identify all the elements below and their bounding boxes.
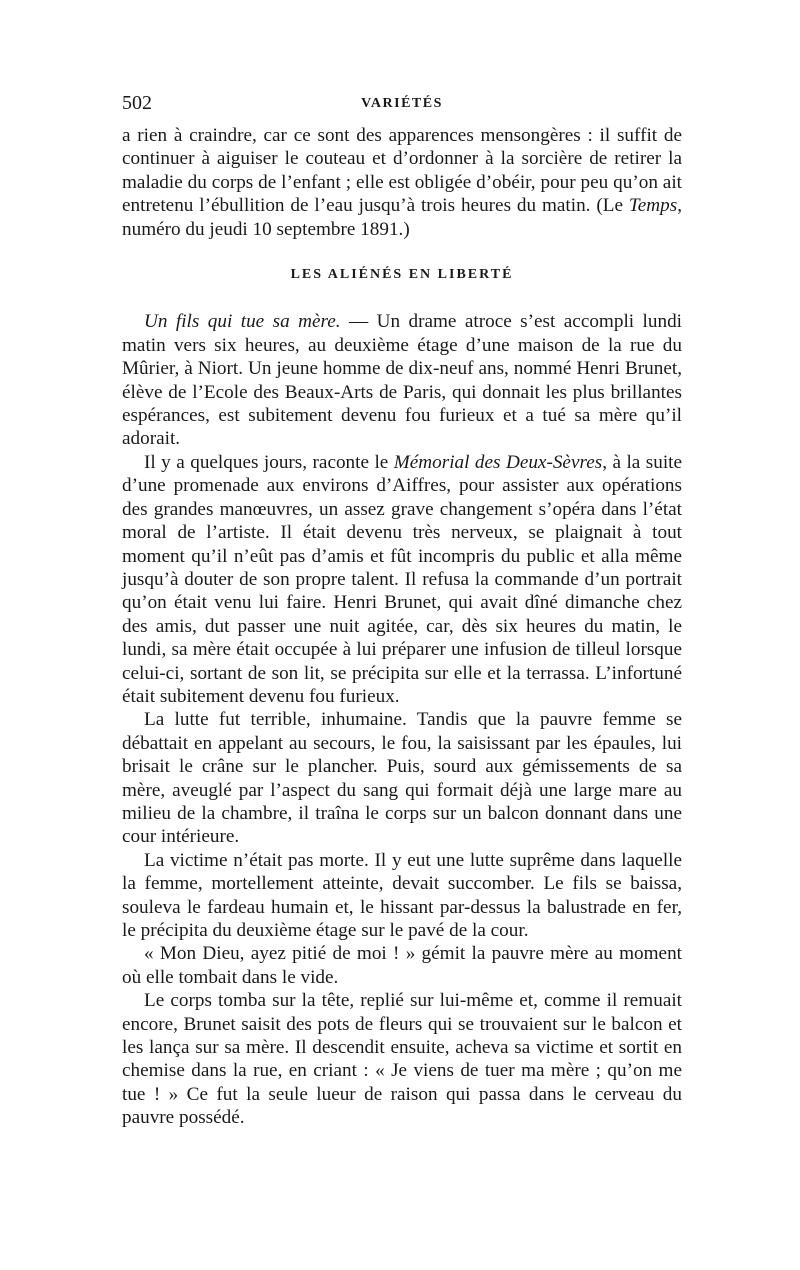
article-lead-title: Un fils qui tue sa mère. (144, 311, 341, 333)
article-lead-text: — Un drame atroce s’est accompli lundi matin vers six heures, au deuxième étage d’une maison de la rue du Mûrier, à Niort. Un jeune homme de dix-neuf ans, nommé Henri Brunet, élève de l’Ecole des Beaux-Arts de Paris, qui donnait les plus brillantes espérances, est subitement devenu fou furieux et a tué sa mère qu’il adorait. (122, 311, 682, 450)
page-number: 502 (122, 92, 152, 114)
document-page (122, 88, 682, 1130)
article-paragraph-6: Le corps tomba sur la tête, replié sur lui-même et, comme il remuait encore, Brunet saisit des pots de fleurs qui se trouvaient sur le balcon et les lança sur sa mère. Il descendit ensuite, acheva sa victime et sortit en chemise dans la rue, en criant : « Je viens de tuer ma mère ; qu’on me tue ! » Ce fut la seule lueur de raison qui passa dans le cerveau du pauvre possédé. (122, 990, 682, 1129)
intro-text: a rien à craindre, car ce sont des apparences mensongères : il suffit de continuer à aiguiser le couteau et d’ordonner à la sorcière de retirer la maladie du corps de l’enfant ; elle est obligée d’obéir, pour peu qu’on ait entretenu l’ébullition de l’eau jusqu’à trois heures du matin. (Le (122, 125, 682, 217)
running-header (122, 88, 682, 124)
intro-source: Temps (628, 195, 678, 217)
p2-source: Mémorial des Deux-Sèvres (393, 451, 603, 473)
article-paragraph-4: La victime n’était pas morte. Il y eut une lutte suprême dans laquelle la femme, mortellement atteinte, devait succomber. Le fils se baissa, souleva le fardeau humain et, le hissant par-dessus la balustrade en fer, le précipita du deuxième étage sur le pavé de la cour. (122, 849, 682, 941)
p2-start: Il y a quelques jours, raconte le (144, 451, 394, 473)
article-paragraph-3: La lutte fut terrible, inhumaine. Tandis que la pauvre femme se débattait en appelant au secours, le fou, la saisissant par les épaules, lui brisait le crâne sur le plancher. Puis, sourd aux gémissements de sa mère, aveuglé par l’aspect du sang qui formait déjà une large mare au milieu de la chambre, il traîna le corps sur un balcon donnant dans une cour intérieure. (122, 709, 682, 848)
article-paragraph-1 (122, 310, 682, 450)
running-title: VARIÉTÉS (361, 96, 443, 111)
body-text (122, 124, 682, 1130)
p2-end: , à la suite d’une promenade aux environs d’Aiffres, pour assister aux opérations des grandes manœuvres, un assez grave changement s’opéra dans l’état moral de l’artiste. Il était devenu très nerveux, se plaignait à tout moment qu’il n’eût pas d’amis et fût incompris du public et alla même jusqu’à douter de son propre talent. Il refusa la commande d’un portrait qu’on était venu lui faire. Henri Brunet, qui avait dîné dimanche chez des amis, dut passer une nuit agitée, car, dès six heures du matin, le lundi, sa mère était occupée à lui préparer une infusion de tilleul lorsque celui-ci, sortant de son lit, se précipita sur elle et la terrassa. L’infortuné était subitement devenu fou furieux. (122, 451, 682, 707)
intro-paragraph (122, 124, 682, 241)
section-heading: LES ALIÉNÉS EN LIBERTÉ (290, 267, 514, 283)
intro-end: , numéro du jeudi 10 septembre 1891.) (122, 195, 682, 240)
article-paragraph-2 (122, 451, 682, 708)
article-paragraph-5: « Mon Dieu, ayez pitié de moi ! » gémit la pauvre mère au moment où elle tombait dans le vide. (122, 943, 682, 988)
